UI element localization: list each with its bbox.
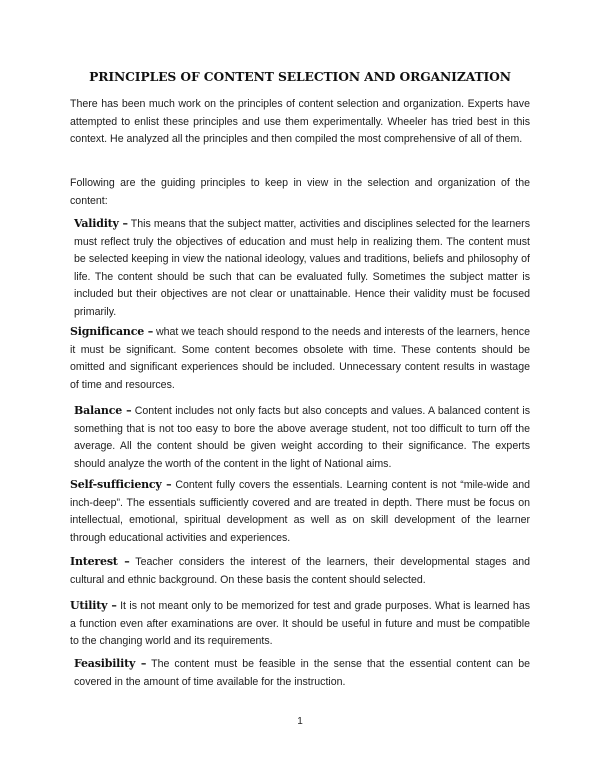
- principle-text: Content fully covers the essentials. Learning content is not “mile-wide and inch-deep”. The essentials sufficiently covered and are treated in depth. There must be focus on intellectual, emotional, spiritual development as well as on skill development of the learner through educational activities and experiences.: [70, 479, 530, 544]
- principle-text: what we teach should respond to the needs and interests of the learners, hence it must be significant. Some content becomes obsolete with time. These contents should be omitted and significant experiences should be included. Unnecessary content results in wastage of time and resources.: [70, 326, 530, 391]
- principle-text: The content must be feasible in the sense that the essential content can be covered in the amount of time available for the instruction.: [74, 658, 531, 688]
- principle-text: It is not meant only to be memorized for test and grade purposes. What is learned has a function even after examinations are over. It should be useful in future and must be compatible to the changing world and its requirements.: [70, 600, 531, 648]
- principle-term: Significance –: [70, 325, 153, 338]
- principle-term: Balance –: [74, 404, 132, 417]
- principle-feasibility: [70, 655, 530, 691]
- principle-text: Content includes not only facts but also concepts and values. A balanced content is something that is not too easy to bore the above average student, not too difficult to turn off the average. All the content should be given weight according to their significance. The experts should analyze the worth of the content in the light of National aims.: [74, 405, 530, 470]
- principle-significance: [70, 323, 530, 394]
- page-title: PRINCIPLES OF CONTENT SELECTION AND ORGANIZATION: [89, 69, 511, 84]
- principle-term: Interest –: [70, 555, 130, 568]
- principle-term: Utility –: [70, 599, 117, 612]
- principle-term: Validity –: [74, 217, 128, 230]
- principle-self-sufficiency: [70, 476, 530, 547]
- principle-term: Feasibility –: [74, 657, 147, 670]
- principle-text: Teacher considers the interest of the learners, their developmental stages and cultural and ethnic background. On these basis the content should selected.: [70, 556, 531, 586]
- principle-utility: [70, 597, 530, 651]
- principle-text: This means that the subject matter, activities and disciplines selected for the learners must reflect truly the objectives of education and must help in realizing them. The content must be selected keeping in view the national ideology, values and traditions, beliefs and philosophy of life. The content should be such that can be evaluated fully. Sometimes the subject matter is included but their objectives are not clear or unattainable. Hence their validity must be focused primarily.: [74, 218, 531, 318]
- intro-paragraph: There has been much work on the principles of content selection and organization. Experts have attempted to enlist these principles and use them experimentally. Wheeler has tried best in this context. He analyzed all the principles and then compiled the most comprehensive of all of them.: [70, 98, 530, 146]
- principle-validity: [70, 215, 530, 322]
- principle-interest: [70, 553, 530, 589]
- lead-paragraph: Following are the guiding principles to keep in view in the selection and organization of the content:: [70, 177, 530, 207]
- page-number: 1: [297, 716, 303, 727]
- principle-term: Self-sufficiency –: [70, 478, 172, 491]
- principle-balance: [70, 402, 530, 473]
